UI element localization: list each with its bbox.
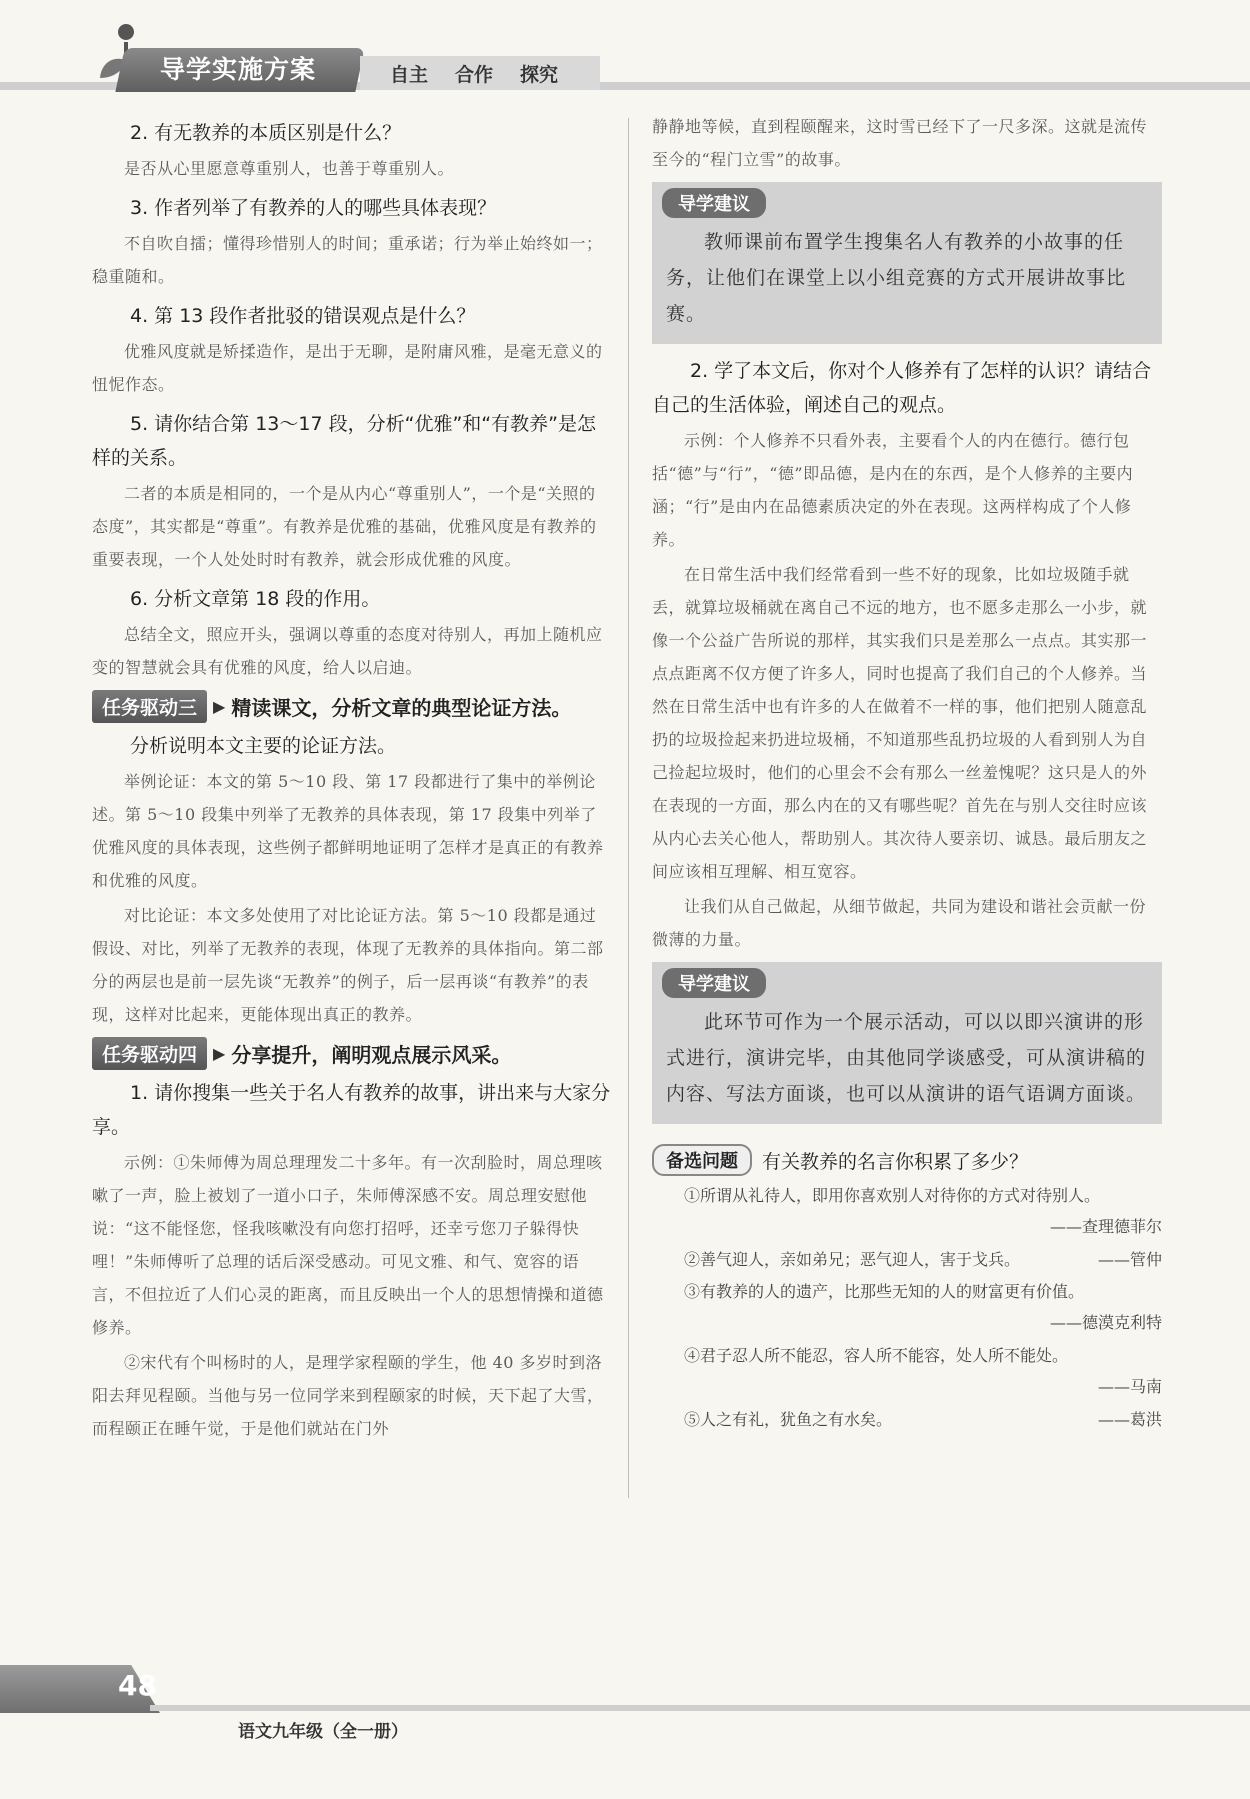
guide-label: 导学建议 (662, 968, 766, 998)
backup-heading (652, 1144, 1162, 1176)
quote-author: ——查理德菲尔 (1049, 1217, 1162, 1236)
answer: 不自吹自擂；懂得珍惜别人的时间；重承诺；行为举止始终如一；稳重随和。 (92, 234, 603, 286)
answer: 示例：个人修养不只看外表，主要看个人的内在德行。德行包括“德”与“行”，“德”即品德，是内在的东西，是个人修养的主要内涵；“行”是由内在品德素质决定的外在表现。这两样构成了个人修养。 (652, 431, 1134, 549)
subject-label: 语文九年级（全一册） (238, 1722, 408, 1742)
left-column (92, 110, 612, 1447)
header-title-tab (115, 48, 364, 92)
question: 6. 分析文章第 18 段的作用。 (130, 588, 381, 610)
header-title: 导学实施方案 (160, 55, 317, 84)
backup-question: 有关教养的名言你积累了多少？ (762, 1150, 1029, 1173)
quote-author: ——葛洪 (1097, 1410, 1162, 1429)
guide-text: 教师课前布置学生搜集名人有教养的小故事的任务，让他们在课堂上以小组竞赛的方式开展讲故事比赛。 (666, 231, 1127, 325)
right-column (652, 110, 1162, 1436)
answer: 优雅风度就是矫揉造作，是出于无聊，是附庸风雅，是毫无意义的忸怩作态。 (92, 342, 603, 394)
answer: 总结全文，照应开头，强调以尊重的态度对待别人，再加上随机应变的智慧就会具有优雅的风度，给人以启迪。 (92, 625, 603, 677)
answer: 是否从心里愿意尊重别人，也善于尊重别人。 (124, 159, 455, 178)
answer: 示例：①朱师傅为周总理理发二十多年。有一次刮脸时，周总理咳嗽了一声，脸上被划了一道小口子，朱师傅深感不安。周总理安慰他说：“这不能怪您，怪我咳嗽没有向您打招呼，还幸亏您刀子躲得快哩！”朱师傅听了总理的话后深受感动。可见文雅、和气、宽容的语言，不但拉近了人们心灵的距离，而且反映出一个人的思想情操和道德修养。 (92, 1153, 604, 1337)
task-heading (92, 1037, 612, 1070)
question: 5. 请你结合第 13～17 段，分析“优雅”和“有教养”是怎样的关系。 (92, 413, 596, 469)
guide-box (652, 962, 1162, 1124)
footer-stripe (150, 1705, 1250, 1711)
header-tags (360, 56, 600, 90)
header-tag: 探究 (520, 64, 559, 86)
question: 3. 作者列举了有教养的人的哪些具体表现？ (130, 197, 497, 219)
answer: ②宋代有个叫杨时的人，是理学家程颐的学生，他 40 多岁时到洛阳去拜见程颐。当他与另一位同学来到程颐家的时候，天下起了大雪，而程颐正在睡午觉，于是他们就站在门外 (92, 1353, 604, 1438)
question: 分析说明本文主要的论证方法。 (130, 735, 397, 757)
header-tag: 合作 (455, 64, 494, 86)
arrow-icon: ▶ (213, 1044, 226, 1063)
answer: 二者的本质是相同的，一个是从内心“尊重别人”，一个是“关照的态度”，其实都是“尊重”。有教养是优雅的基础，优雅风度是有教养的重要表现，一个人处处时时有教养，就会形成优雅的风度。 (92, 484, 597, 569)
quote-text: ②善气迎人，亲如弟兄；恶气迎人，害于戈兵。 (684, 1250, 1021, 1269)
quote-line (652, 1404, 1162, 1436)
task-heading (92, 690, 612, 723)
guide-text: 此环节可作为一个展示活动，可以以即兴演讲的形式进行，演讲完毕，由其他同学谈感受，可从演讲稿的内容、写法方面谈，也可以从演讲的语气语调方面谈。 (666, 1011, 1147, 1105)
question: 2. 有无教养的本质区别是什么？ (130, 122, 402, 144)
answer: 让我们从自己做起，从细节做起，共同为建设和谐社会贡献一份微薄的力量。 (652, 897, 1147, 949)
page-footer (0, 1665, 1250, 1745)
task-badge: 任务驱动三 (92, 690, 207, 723)
backup-label: 备选问题 (652, 1144, 752, 1176)
quote-text: ①所谓从礼待人，即用你喜欢别人对待你的方式对待别人。 (684, 1186, 1101, 1205)
guide-box (652, 182, 1162, 344)
question: 4. 第 13 段作者批驳的错误观点是什么？ (130, 305, 476, 327)
quote-author: ——德漠克利特 (1049, 1313, 1162, 1332)
task-title: 分享提升，阐明观点展示风采。 (231, 1043, 512, 1067)
page-number: 48 (118, 1669, 157, 1702)
column-divider (628, 118, 629, 1498)
header-tag: 自主 (390, 64, 429, 86)
task-title: 精读课文，分析文章的典型论证方法。 (231, 696, 572, 720)
answer: 在日常生活中我们经常看到一些不好的现象，比如垃圾随手就丢，就算垃圾桶就在离自己不远的地方，也不愿多走那么一小步，就像一个公益广告所说的那样，其实我们只是差那么一点点。其实那一点点距离不仅方便了许多人，同时也提高了我们自己的个人修养。当然在日常生活中也有许多的人在做着不一样的事，他们把别人随意乱扔的垃圾捡起来扔进垃圾桶，不知道那些乱扔垃圾的人看到别人为自己捡起垃圾时，他们的心里会不会有那么一丝羞愧呢？这只是人的外在表现的一方面，那么内在的又有哪些呢？首先在与别人交往时应该从内心去关心他人，帮助别人。其次待人要亲切、诚恳。最后朋友之间应该相互理解、相互宽容。 (652, 565, 1148, 881)
quote-line (652, 1244, 1162, 1276)
quote-text: ④君子忍人所不能忍，容人所不能容，处人所不能处。 (684, 1346, 1069, 1365)
page-header (0, 20, 1250, 100)
guide-label: 导学建议 (662, 188, 766, 218)
quote-text: ⑤人之有礼，犹鱼之有水矣。 (684, 1410, 893, 1429)
quote-text: ③有教养的人的遗产，比那些无知的人的财富更有价值。 (684, 1282, 1085, 1301)
arrow-icon: ▶ (213, 697, 226, 716)
quote-author: ——管仲 (1097, 1250, 1162, 1269)
answer-continued: 静静地等候，直到程颐醒来，这时雪已经下了一尺多深。这就是流传至今的“程门立雪”的故事。 (652, 117, 1148, 169)
answer: 举例论证：本文的第 5～10 段、第 17 段都进行了集中的举例论述。第 5～10 段集中列举了无教养的具体表现，第 17 段集中列举了优雅风度的具体表现，这些例子都鲜明地证明了怎样才是真正的有教养和优雅的风度。 (92, 772, 604, 890)
question: 2. 学了本文后，你对个人修养有了怎样的认识？请结合自己的生活体验，阐述自己的观点。 (652, 360, 1152, 416)
question: 1. 请你搜集一些关于名人有教养的故事，讲出来与大家分享。 (92, 1082, 611, 1138)
answer: 对比论证：本文多处使用了对比论证方法。第 5～10 段都是通过假设、对比，列举了无教养的表现，体现了无教养的具体指向。第二部分的两层也是前一层先谈“无教养”的例子，后一层再谈“有教养”的表现，这样对比起来，更能体现出真正的教养。 (92, 906, 604, 1024)
task-badge: 任务驱动四 (92, 1037, 207, 1070)
quote-author: ——马南 (1097, 1377, 1162, 1396)
